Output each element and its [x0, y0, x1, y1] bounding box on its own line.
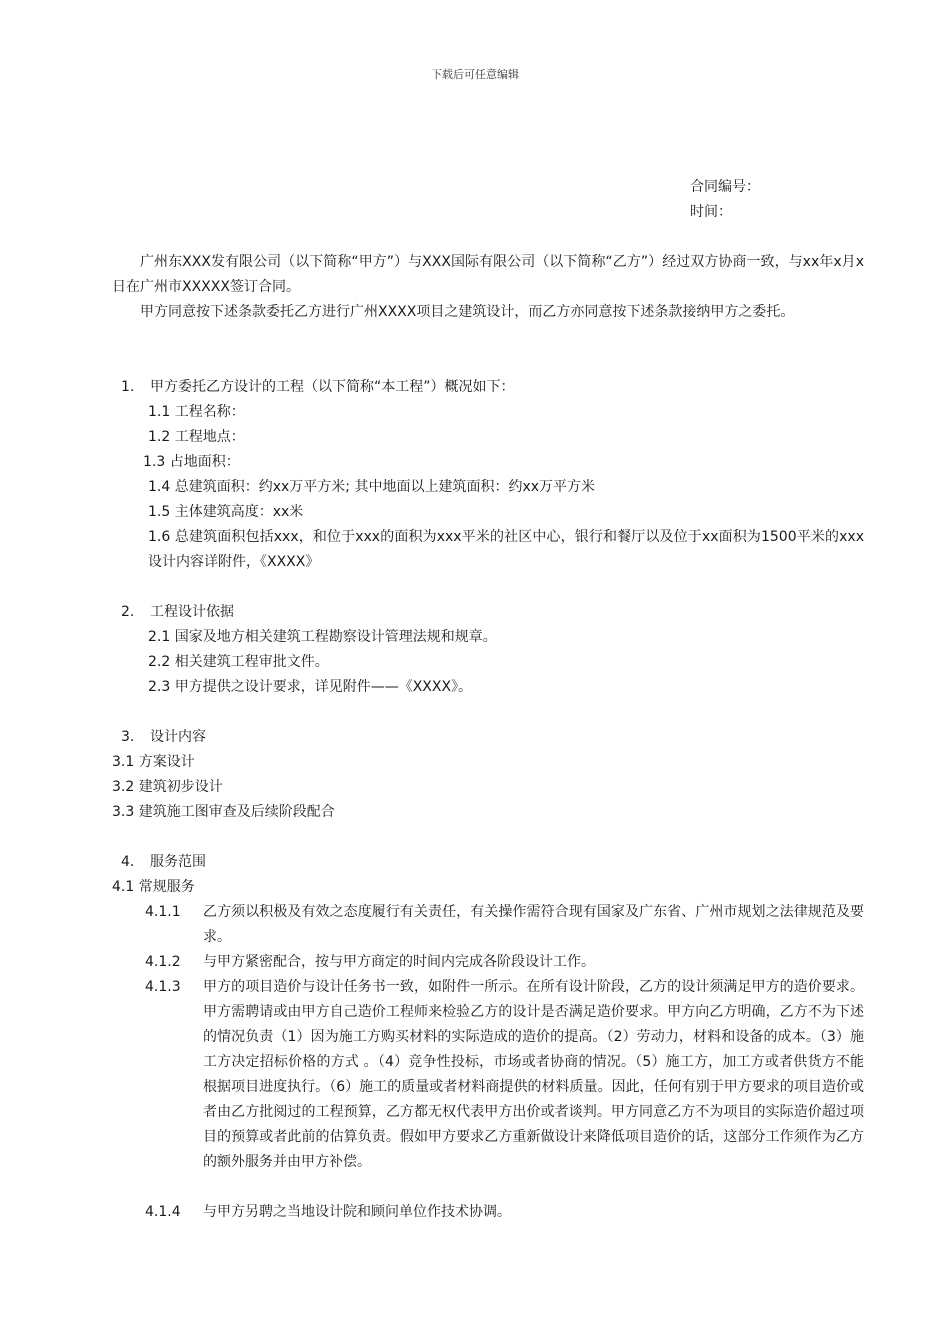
clause-number: 4.1.4 [145, 1204, 181, 1220]
contract-date-label: 时间： [690, 204, 732, 220]
section-3-number: 3. [121, 729, 135, 745]
clause-number: 4.1.2 [145, 954, 181, 970]
page-header-note: 下载后可任意编辑 [431, 68, 519, 81]
section-3-item: 3.2 建筑初步设计 [112, 779, 223, 795]
section-4-title: 服务范围 [150, 854, 206, 870]
section-1-item: 1.2 工程地点： [148, 429, 245, 445]
section-1-item: 1.4 总建筑面积：约xx万平方米; 其中地面以上建筑面积：约xx万平方米 [148, 479, 596, 495]
section-1-item: 1.3 占地面积： [143, 454, 240, 470]
section-2-title: 工程设计依据 [150, 604, 234, 620]
section-3-item: 3.3 建筑施工图审查及后续阶段配合 [112, 804, 335, 820]
clause-text: 与甲方另聘之当地设计院和顾问单位作技术协调。 [203, 1204, 511, 1220]
section-2-item: 2.1 国家及地方相关建筑工程勘察设计管理法规和规章。 [148, 629, 497, 645]
section-4-subtitle: 4.1 常规服务 [112, 879, 195, 895]
intro-paragraph-2: 甲方同意按下述条款委托乙方进行广州XXXX项目之建筑设计，而乙方亦同意按下述条款接纳甲方之委托。 [140, 304, 795, 320]
section-3-item: 3.1 方案设计 [112, 754, 195, 770]
clause-text: 甲方的项目造价与设计任务书一致，如附件一所示。在所有设计阶段，乙方的设计须满足甲方的造价要求。甲方需聘请或由甲方自己造价工程师来检验乙方的设计是否满足造价要求。甲方向乙方明确，乙方不为下述的情况负责（1）因为施工方购买材料的实际造成的造价的提高。（2）劳动力，材料和设备的成本。（3）施工方决定招标价格的方式 。（4）竞争性投标，市场或者协商的情况。（5）施工方，加工方或者供货方不能根据项目进度执行。（6）施工的质量或者材料商提供的材料质量。因此，任何有别于甲方要求的项目造价或者由乙方批阅过的工程预算，乙方都无权代表甲方出价或者谈判。甲方同意乙方不为项目的实际造价超过项目的预算或者此前的估算负责。假如甲方要求乙方重新做设计来降低项目造价的话，这部分工作须作为乙方的额外服务并由甲方补偿。 [203, 979, 864, 1170]
section-1-number: 1. [121, 379, 135, 395]
section-3-title: 设计内容 [150, 729, 206, 745]
clause-number: 4.1.1 [145, 904, 181, 920]
clause-text: 乙方须以积极及有效之态度履行有关责任，有关操作需符合现有国家及广东省、广州市规划之法律规范及要求。 [203, 904, 864, 945]
clause-text: 与甲方紧密配合，按与甲方商定的时间内完成各阶段设计工作。 [203, 954, 595, 970]
section-2-item: 2.3 甲方提供之设计要求，详见附件——《XXXX》。 [148, 679, 473, 695]
section-1-item: 1.5 主体建筑高度：xx米 [148, 504, 304, 520]
section-4-number: 4. [121, 854, 135, 870]
clause-number: 4.1.3 [145, 979, 181, 995]
section-1-item: 1.1 工程名称： [148, 404, 245, 420]
section-1-title: 甲方委托乙方设计的工程（以下简称“本工程”）概况如下： [150, 379, 515, 395]
contract-number-label: 合同编号： [690, 179, 760, 195]
section-1-item: 1.6 总建筑面积包括xxx，和位于xxx的面积为xxx平米的社区中心，银行和餐厅以及位于xx面积为1500平米的xxx设计内容详附件，《XXXX》 [148, 529, 864, 570]
section-2-number: 2. [121, 604, 135, 620]
section-2-item: 2.2 相关建筑工程审批文件。 [148, 654, 329, 670]
intro-paragraph-1: 广州东XXX发有限公司（以下简称“甲方”）与XXX国际有限公司（以下简称“乙方”）经过双方协商一致，与xx年x月x日在广州市XXXXX签订合同。 [112, 254, 864, 295]
